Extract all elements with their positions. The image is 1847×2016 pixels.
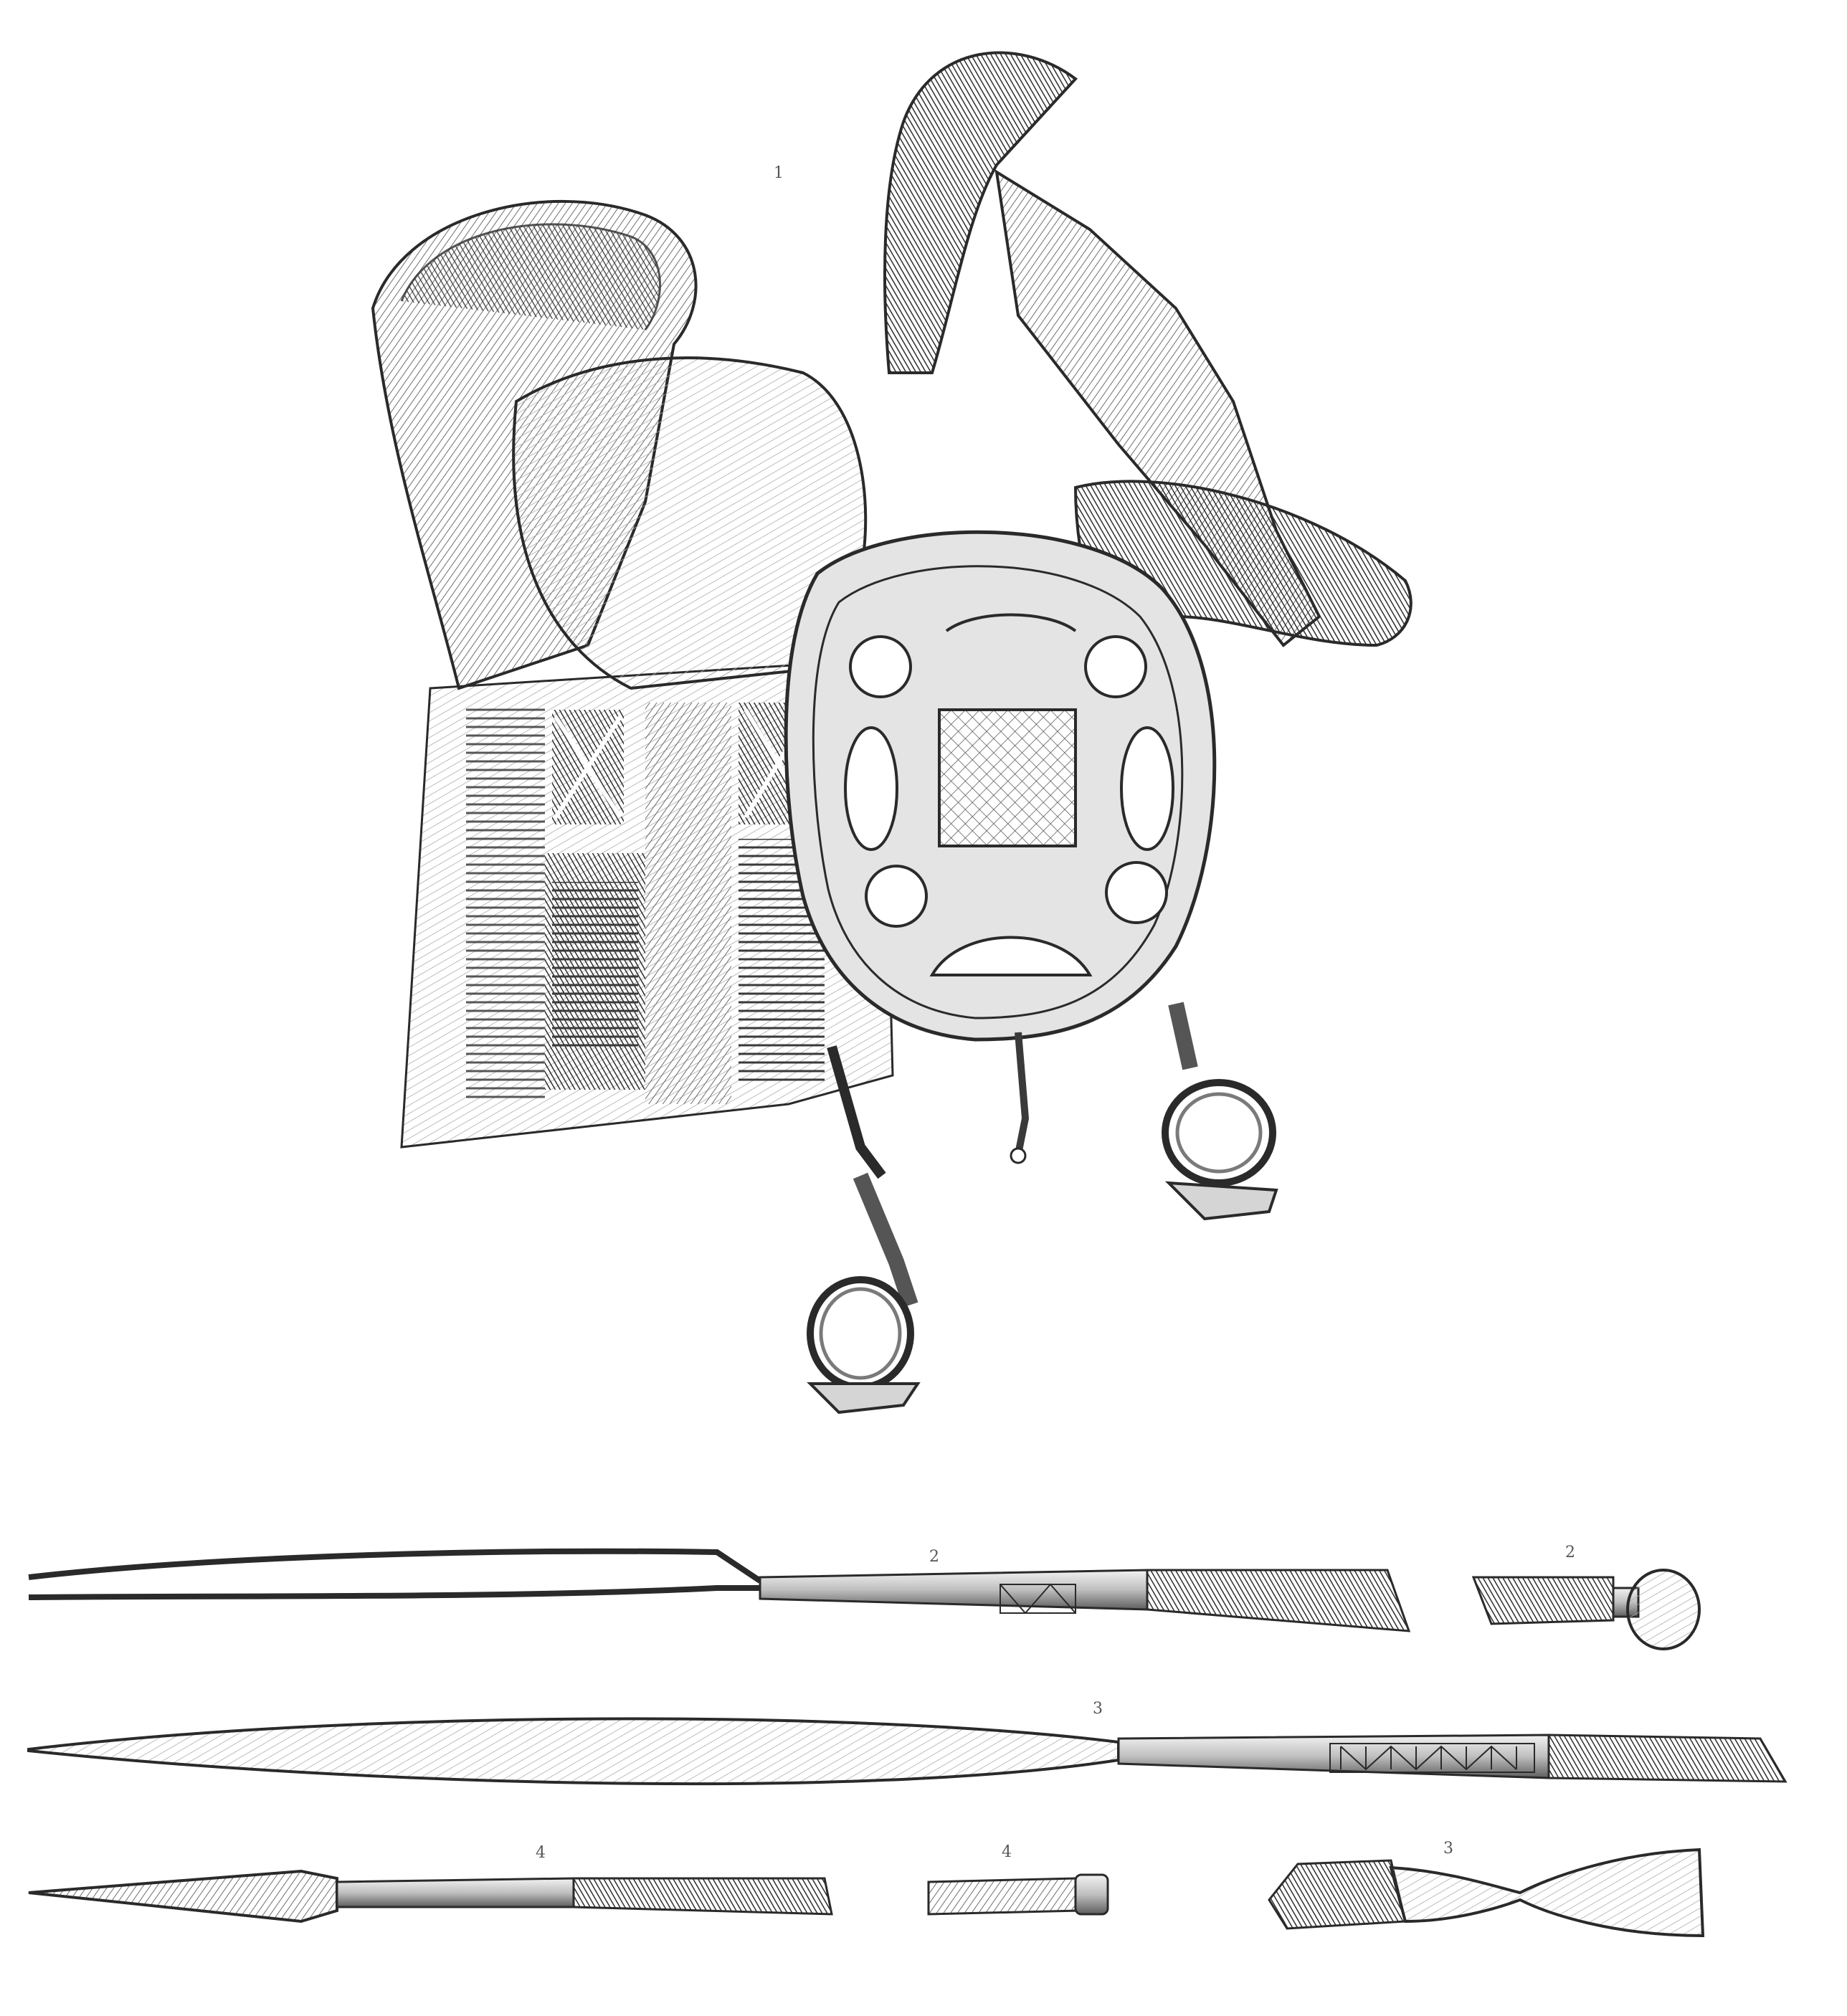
fork-spear-socket [1147,1570,1409,1631]
figure-number-2-butt: 2 [1565,1544,1575,1561]
long-spear-blade [29,1718,1119,1784]
figure-number-2: 2 [929,1548,939,1566]
left-stirrup [810,1047,918,1412]
fork-spear-butt-socket [1473,1577,1613,1624]
short-spear-shaft [337,1878,574,1907]
fork-spear-shaft [760,1570,1147,1610]
short-spear-head [29,1871,337,1921]
saddle-figure [373,53,1411,1412]
fork-spear-butt-knob [1628,1570,1699,1649]
figure-number-1: 1 [774,164,784,182]
forked-spear-figure [29,1544,1699,1649]
figure-number-4: 4 [536,1844,546,1862]
fork-prong-upper [29,1551,760,1581]
short-spear-butt-shaft [929,1878,1079,1914]
long-spear-socket [1549,1735,1785,1782]
figure-number-3: 3 [1093,1700,1103,1718]
fork-prong-lower [29,1588,760,1597]
right-stirrup [1165,1004,1276,1219]
tassel-bead [1011,1149,1025,1163]
long-spear-figure [29,1700,1785,1784]
long-spear-butt-spade [1391,1850,1703,1936]
saddle-seat [373,201,865,688]
long-spear-butt-socket [1269,1860,1405,1929]
short-spear-butt-cap [1076,1875,1108,1914]
decorated-pouch [786,532,1215,1040]
figure-number-4-butt: 4 [1002,1843,1012,1861]
figure-number-3-butt: 3 [1443,1840,1453,1858]
short-spear-socket [574,1878,832,1914]
pouch-tassel [1018,1032,1025,1154]
short-spear-figure [29,1840,1703,1936]
